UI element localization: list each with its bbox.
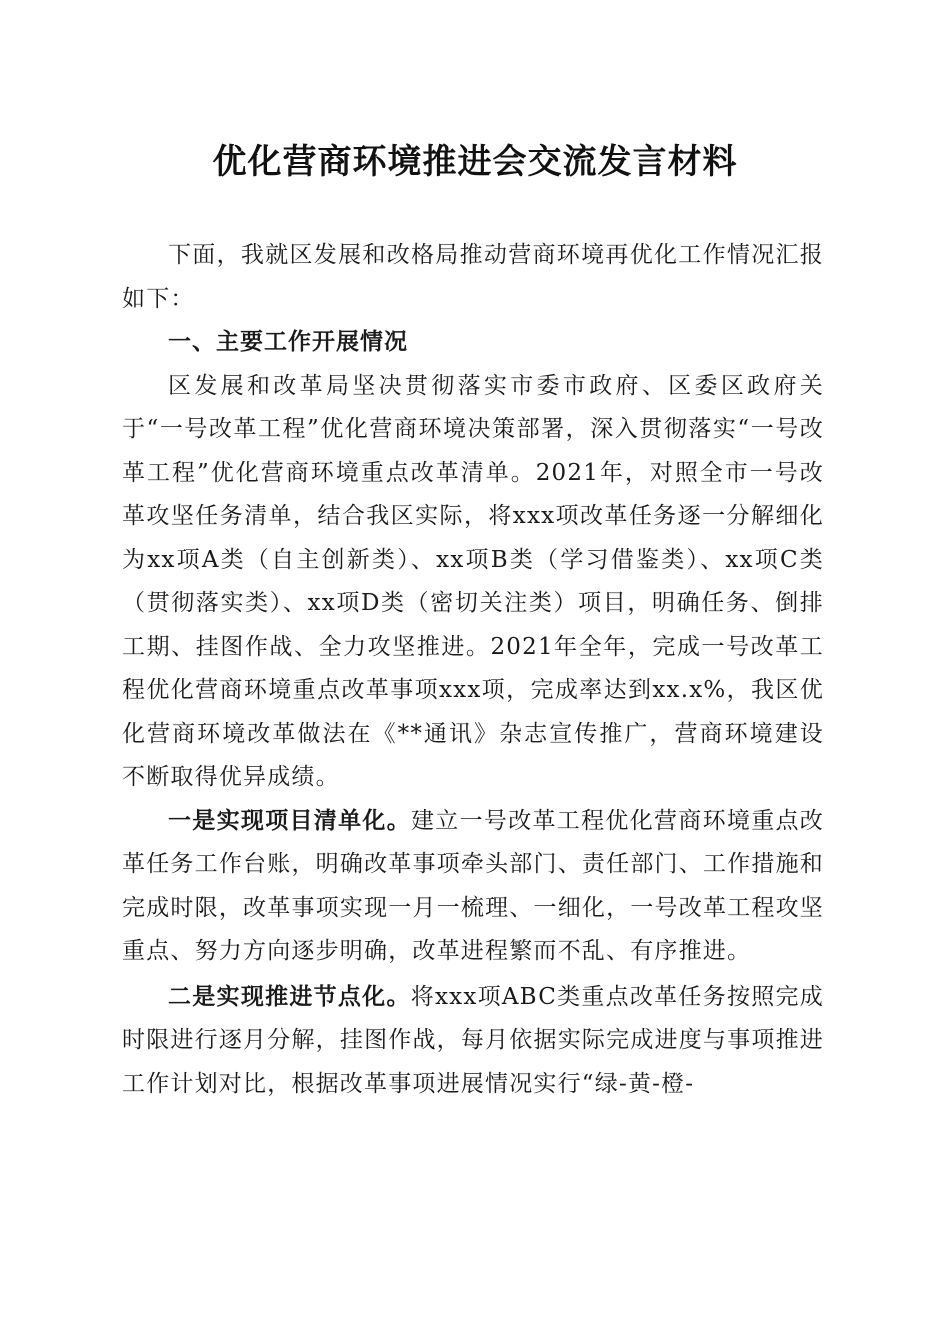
section-heading: 一、主要工作开展情况 xyxy=(168,329,408,355)
item-paragraph-1 xyxy=(122,800,824,974)
item-lead-1: 一是实现项目清单化。 xyxy=(168,807,411,834)
intro-paragraph: 下面，我就区发展和改格局推动营商环境再优化工作情况汇报如下： xyxy=(122,242,824,312)
item-lead-2: 二是实现推进节点化。 xyxy=(168,983,411,1010)
item-text-1: 建立一号改革工程优化营商环境重点改革任务工作台账，明确改革事项牵头部门、责任部门、工作措施和完成时限，改革事项实现一月一梳理、一细化，一号改革工程攻坚重点、努力方向逐步明确，改革进程繁而不乱、有序推进。 xyxy=(122,807,824,964)
item-paragraph-2 xyxy=(122,976,824,1107)
section-paragraph: 区发展和改革局坚决贯彻落实市委市政府、区委区政府关于“一号改革工程”优化营商环境决策部署，深入贯彻落实“一号改革工程”优化营商环境重点改革清单。2021年，对照全市一号改革攻坚任务清单，结合我区实际，将xxx项改革任务逐一分解细化为xx项A类（自主创新类）、xx项B类（学习借鉴类）、xx项C类（贯彻落实类）、xx项D类（密切关注类）项目，明确任务、倒排工期、挂图作战、全力攻坚推进。2021年全年，完成一号改革工程优化营商环境重点改革事项xxx项，完成率达到xx.x%，我区优化营商环境改革做法在《**通讯》杂志宣传推广，营商环境建设不断取得优异成绩。 xyxy=(122,372,824,790)
document-body xyxy=(122,234,824,1106)
item-text-2: 将xxx项ABC类重点改革任务按照完成时限进行逐月分解，挂图作战，每月依据实际完成进度与事项推进工作计划对比，根据改革事项进展情况实行“绿-黄-橙- xyxy=(122,983,824,1097)
document-title: 优化营商环境推进会交流发言材料 xyxy=(212,142,738,182)
